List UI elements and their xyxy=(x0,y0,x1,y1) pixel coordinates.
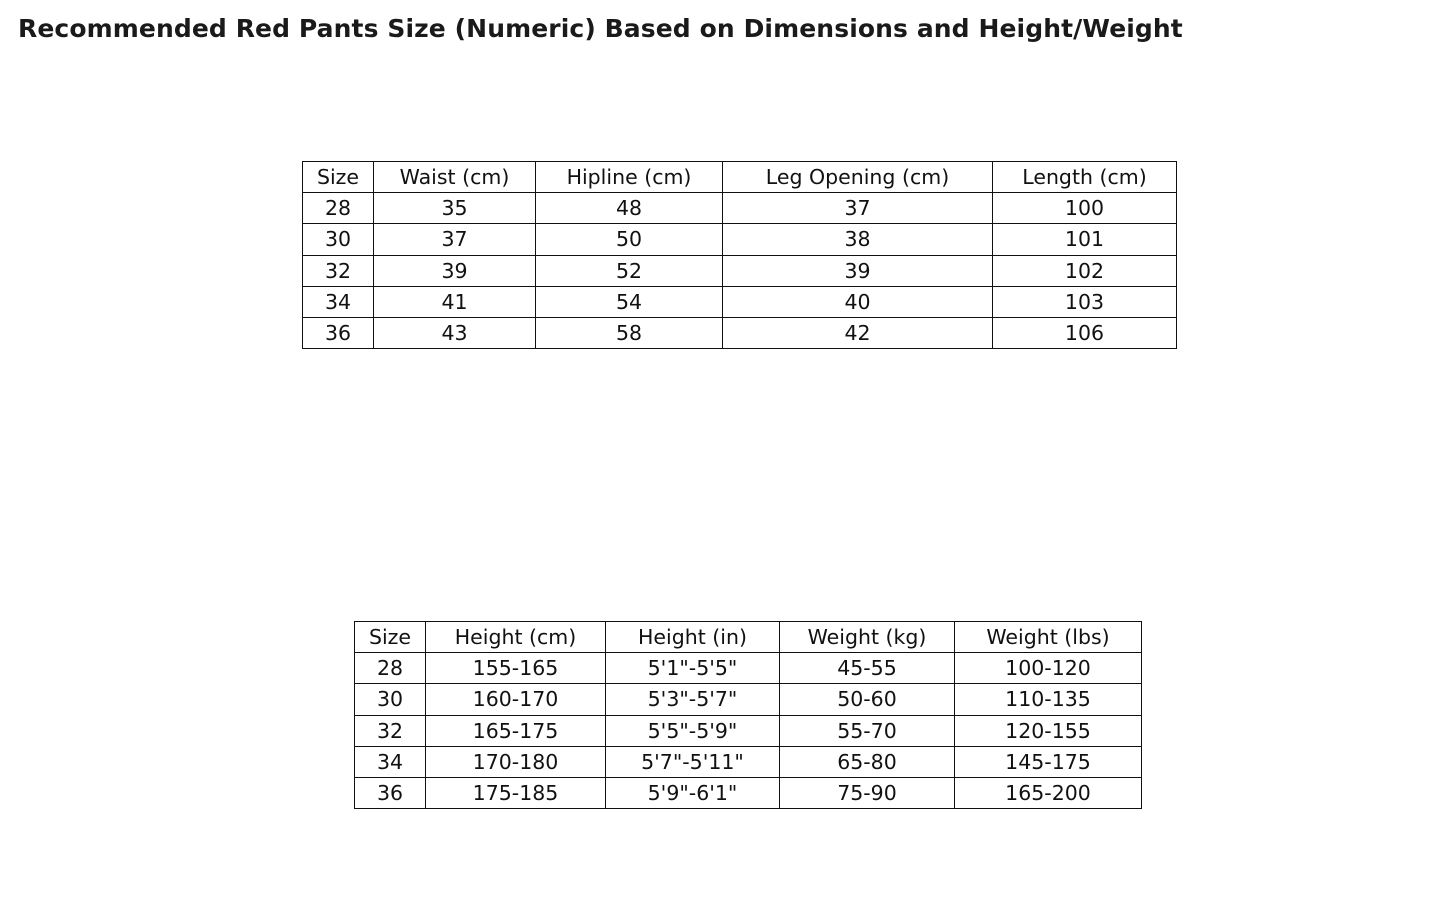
table-row xyxy=(355,778,1142,809)
table-row xyxy=(355,653,1142,684)
cell-weight-lbs: 100-120 xyxy=(955,653,1142,684)
cell-hipline: 50 xyxy=(536,224,723,255)
table-body xyxy=(303,193,1177,349)
cell-weight-kg: 45-55 xyxy=(780,653,955,684)
column-header-waist: Waist (cm) xyxy=(374,162,536,193)
page-title: Recommended Red Pants Size (Numeric) Based on Dimensions and Height/Weight xyxy=(18,14,1183,43)
table-row xyxy=(303,193,1177,224)
column-header-height-cm: Height (cm) xyxy=(426,622,606,653)
cell-weight-lbs: 165-200 xyxy=(955,778,1142,809)
cell-height-in: 5'3"-5'7" xyxy=(606,684,780,715)
table-header xyxy=(355,622,1142,653)
cell-weight-lbs: 145-175 xyxy=(955,746,1142,777)
table-header-row xyxy=(303,162,1177,193)
cell-height-in: 5'9"-6'1" xyxy=(606,778,780,809)
cell-height-cm: 165-175 xyxy=(426,715,606,746)
table-row xyxy=(303,224,1177,255)
cell-waist: 43 xyxy=(374,318,536,349)
cell-height-cm: 155-165 xyxy=(426,653,606,684)
cell-waist: 35 xyxy=(374,193,536,224)
cell-weight-kg: 75-90 xyxy=(780,778,955,809)
cell-weight-lbs: 110-135 xyxy=(955,684,1142,715)
column-header-height-in: Height (in) xyxy=(606,622,780,653)
table-row xyxy=(355,684,1142,715)
cell-waist: 37 xyxy=(374,224,536,255)
column-header-size: Size xyxy=(355,622,426,653)
table-row xyxy=(355,715,1142,746)
column-header-size: Size xyxy=(303,162,374,193)
cell-height-cm: 170-180 xyxy=(426,746,606,777)
table-header-row xyxy=(355,622,1142,653)
cell-size: 32 xyxy=(303,255,374,286)
table-row xyxy=(303,255,1177,286)
table-row xyxy=(303,286,1177,317)
cell-height-in: 5'5"-5'9" xyxy=(606,715,780,746)
cell-leg-opening: 38 xyxy=(723,224,993,255)
cell-length: 100 xyxy=(993,193,1177,224)
cell-weight-kg: 55-70 xyxy=(780,715,955,746)
cell-leg-opening: 40 xyxy=(723,286,993,317)
cell-hipline: 48 xyxy=(536,193,723,224)
cell-size: 34 xyxy=(303,286,374,317)
cell-weight-kg: 65-80 xyxy=(780,746,955,777)
table-row xyxy=(303,318,1177,349)
cell-height-in: 5'1"-5'5" xyxy=(606,653,780,684)
cell-height-in: 5'7"-5'11" xyxy=(606,746,780,777)
cell-waist: 39 xyxy=(374,255,536,286)
cell-length: 106 xyxy=(993,318,1177,349)
cell-weight-kg: 50-60 xyxy=(780,684,955,715)
cell-hipline: 58 xyxy=(536,318,723,349)
height-weight-table xyxy=(354,621,1142,809)
column-header-weight-kg: Weight (kg) xyxy=(780,622,955,653)
cell-leg-opening: 37 xyxy=(723,193,993,224)
table-body xyxy=(355,653,1142,809)
cell-height-cm: 160-170 xyxy=(426,684,606,715)
cell-length: 102 xyxy=(993,255,1177,286)
column-header-length: Length (cm) xyxy=(993,162,1177,193)
cell-size: 28 xyxy=(355,653,426,684)
cell-leg-opening: 42 xyxy=(723,318,993,349)
cell-height-cm: 175-185 xyxy=(426,778,606,809)
cell-leg-opening: 39 xyxy=(723,255,993,286)
table-row xyxy=(355,746,1142,777)
cell-size: 30 xyxy=(303,224,374,255)
pants-dimensions-table xyxy=(302,161,1177,349)
cell-length: 101 xyxy=(993,224,1177,255)
cell-hipline: 54 xyxy=(536,286,723,317)
cell-waist: 41 xyxy=(374,286,536,317)
cell-size: 36 xyxy=(355,778,426,809)
cell-size: 36 xyxy=(303,318,374,349)
cell-weight-lbs: 120-155 xyxy=(955,715,1142,746)
cell-size: 30 xyxy=(355,684,426,715)
column-header-hipline: Hipline (cm) xyxy=(536,162,723,193)
cell-size: 32 xyxy=(355,715,426,746)
cell-size: 34 xyxy=(355,746,426,777)
table-header xyxy=(303,162,1177,193)
cell-length: 103 xyxy=(993,286,1177,317)
column-header-weight-lbs: Weight (lbs) xyxy=(955,622,1142,653)
column-header-leg-opening: Leg Opening (cm) xyxy=(723,162,993,193)
cell-hipline: 52 xyxy=(536,255,723,286)
cell-size: 28 xyxy=(303,193,374,224)
